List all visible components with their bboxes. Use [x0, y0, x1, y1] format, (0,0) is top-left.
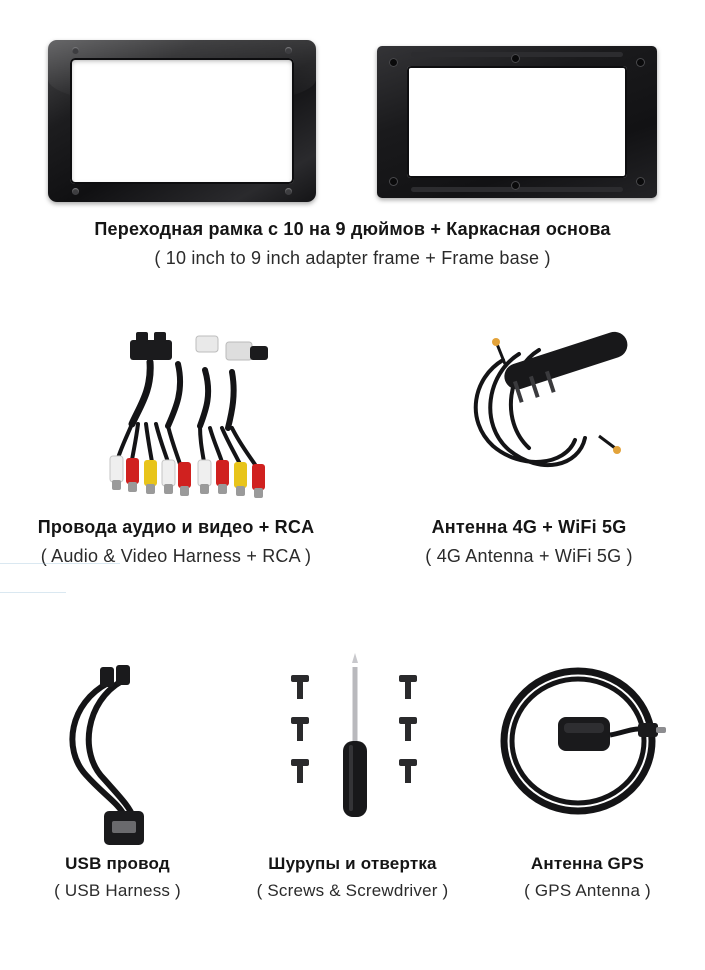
gps-connector: [638, 723, 666, 737]
screws-screwdriver-image: [235, 645, 470, 845]
item-screws-screwdriver: [235, 645, 470, 955]
gps-puck: [558, 717, 610, 751]
caption-adapter-frame: [0, 218, 705, 270]
harness-illustration: [0, 320, 352, 510]
decorative-hairline: [0, 592, 66, 593]
screw-icon: [399, 717, 417, 741]
antenna-whip-tip: [492, 338, 505, 364]
screw-icon: [291, 717, 309, 741]
frame-tab-top-left: [92, 58, 114, 72]
harness-connector-main: [130, 340, 172, 360]
caption-ru-screws: Шурупы и отвертка: [268, 854, 437, 873]
caption-ru-adapter-frame: Переходная рамка с 10 на 9 дюймов + Каркасная основа: [94, 219, 611, 239]
mounting-hole-icon: [636, 58, 645, 67]
frame-tab-bottom-right: [250, 170, 272, 184]
antenna-connector-tip: [599, 436, 621, 454]
frame-screw-icon: [72, 47, 79, 54]
usb-harness-image: [0, 645, 235, 845]
caption-en-gps: ( GPS Antenna ): [524, 881, 651, 901]
mounting-hole-icon: [511, 54, 520, 63]
section-adapter-frame: [0, 0, 705, 300]
caption-ru-harness: Провода аудио и видео + RCA: [37, 517, 315, 537]
usb-connector-b: [116, 665, 130, 685]
screw-icon: [399, 759, 417, 783]
harness-connector-white: [196, 336, 218, 352]
audio-video-harness-image: [0, 320, 352, 510]
frame-screw-icon: [285, 188, 292, 195]
rca-plug-group-right: [198, 460, 265, 498]
frame-tab-top-right: [250, 58, 272, 72]
gps-antenna-illustration: [470, 645, 705, 845]
frame-tab-bottom-left: [92, 170, 114, 184]
caption-ru-antenna-4g: Антенна 4G + WiFi 5G: [431, 517, 627, 537]
usb-connector-a: [100, 667, 114, 687]
caption-en-adapter-frame: ( 10 inch to 9 inch adapter frame + Frame base ): [154, 247, 551, 268]
section-usb-screws-gps: [0, 645, 705, 955]
gps-antenna-image: [470, 645, 705, 845]
frame-screw-icon: [285, 47, 292, 54]
section-harness-antenna: [0, 320, 705, 610]
screw-icon: [291, 675, 309, 699]
caption-en-harness: ( Audio & Video Harness + RCA ): [40, 545, 312, 566]
item-4g-wifi-antenna: [353, 320, 705, 610]
decorative-hairline: [0, 563, 120, 564]
caption-usb-harness: [0, 853, 235, 902]
caption-en-usb: ( USB Harness ): [54, 881, 181, 901]
screwdriver-illustration: [235, 645, 470, 845]
caption-gps-antenna: [470, 853, 705, 902]
screw-icon: [291, 759, 309, 783]
antenna-illustration: [353, 320, 705, 510]
screw-icon: [399, 675, 417, 699]
caption-audio-video-harness: [0, 516, 352, 568]
caption-4g-wifi-antenna: [353, 516, 705, 568]
frame-screw-icon: [72, 188, 79, 195]
antenna-4g-wifi-image: [353, 320, 705, 510]
harness-connector-grey: [226, 342, 252, 360]
caption-ru-usb: USB провод: [65, 854, 170, 873]
caption-screws-screwdriver: [235, 853, 470, 902]
usb-cable-illustration: [0, 645, 235, 845]
glossy-adapter-frame-image: [48, 40, 316, 202]
antenna-bar-body: [501, 328, 631, 402]
mounting-hole-icon: [636, 177, 645, 186]
screwdriver: [343, 653, 367, 817]
matte-frame-base-image: [377, 46, 657, 198]
item-audio-video-harness: [0, 320, 352, 610]
item-gps-antenna: [470, 645, 705, 955]
usb-female-port: [104, 811, 144, 845]
gloss-highlight: [48, 40, 316, 105]
caption-en-screws: ( Screws & Screwdriver ): [256, 881, 449, 901]
item-usb-harness: [0, 645, 235, 955]
mounting-hole-icon: [389, 177, 398, 186]
caption-en-antenna-4g: ( 4G Antenna + WiFi 5G ): [425, 545, 633, 566]
mounting-hole-icon: [389, 58, 398, 67]
frames-image-row: [0, 18, 705, 198]
caption-ru-gps: Антенна GPS: [530, 854, 645, 873]
